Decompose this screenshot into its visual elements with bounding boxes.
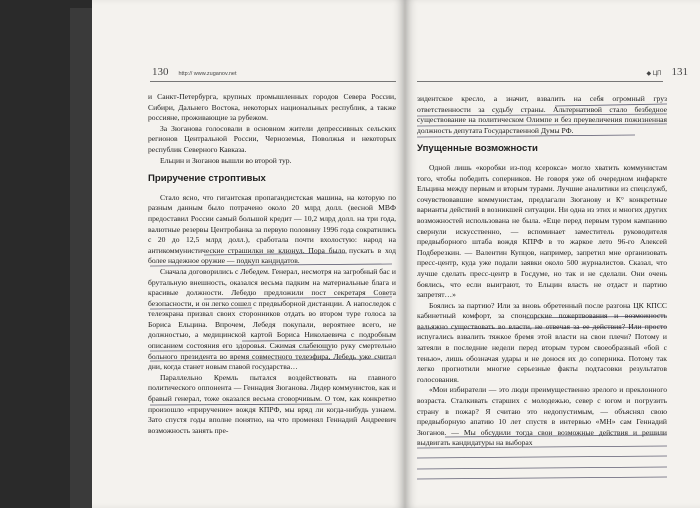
left-page [92, 0, 405, 508]
right-page [405, 0, 700, 508]
paragraph: Параллельно Кремль пытался воздействовать на главного политического оппонента — Геннадия Зюганова. Лидер коммунистов, как и бравый генерал, тоже оказался весьма сговорчивым. О том, как конкретно произошло «приручение» вождя КПРФ, мы вряд ли когда-нибудь узнаем. Зато спустя годы вполне понятно, на что променял Геннадий Андреевич возможность занять пре- [148, 372, 396, 435]
pen-underline [150, 404, 332, 405]
running-header-url: http:// www.zuganov.net [178, 71, 237, 77]
pen-underline [555, 104, 667, 106]
pen-underline [204, 253, 347, 255]
pen-underline [150, 359, 392, 361]
pen-underline [445, 435, 667, 437]
paragraph: Боялись за партию? Или за вновь обретенный после разгона ЦК КПСС кабинетный комфорт, за спонсорские пожертвования и возможность вальяжно существовать во власти, не отвечая за ее действия? Или просто испугались взвалить тяжкое бремя этой власти на свои плечи? Потому и затеяли в последние недели перед вторым туром своеобразный «бой с тенью», лишь обозначая удары и не донося их до соперника. Потому так легко прогнотили многие серьезные факты подтасовки результатов голосования. [417, 300, 667, 384]
pen-underline [150, 264, 392, 266]
pen-underline [417, 114, 667, 116]
page-number: 130 [152, 66, 169, 78]
section-heading: Приручение строптивых [148, 173, 266, 185]
paragraph: Ельцин и Зюганов вышли во второй тур. [160, 155, 292, 165]
paragraph: Сначала договорились с Лебедем. Генерал, несмотря на загробный бас и брутальную внешность, оказался весьма падким на материальные блага и красивые должности. Лебедю предложили пост секретаря Совета безопасности, и он легко сошел с предвыборной дистанции. А напоследок с телеэкрана призвал своих сторонников отдать во втором туре голоса за Бориса Ельцина. Впрочем, Лебедя покупали, вероятнее всего, не должностью, а медицинской картой Бориса Николаевича с подробным описанием состояния его здоровья. Сжимая слабеющую руку смертельно больного президента во время совместного телеэфира, Лебедь уже считал дни, когда станет новым главой государства… [148, 266, 396, 372]
pen-underline [417, 327, 667, 329]
paragraph: Одной лишь «коробки из-под ксерокса» могло хватить коммунистам того, чтобы победить соперников. Не говоря уже об очередном инфаркте Ельцина между первым и вторым турами. Лучшие аналитики из спецслужб, сочувствовавшие коммунистам, предлагали Зюганову и К° конкретные варианты действий в возникшей ситуации. Ни одна из этих и многих других возможностей использована не была. «Еще перед первым туром кампанию свернули искусственно, — вспоминает заместитель руководителя предвыборного штаба вождя КПРФ в то жаркое лето 96-го Алексей Подберезкин. — Валентин Купцов, например, запретил мне организовать пресс-центр, куда уже подали заявки около 500 журналистов. Сказал, что лучше сделать пресс-центр в Госдуме, но так и не сделали. Они очень боялись, что если выиграют, то Ельцин власть не отдаст и партию запретят…» [417, 162, 667, 300]
pen-underline [150, 308, 252, 309]
pen-underlines [92, 0, 405, 508]
paragraph: «Мои избиратели — это люди преимущественно зрелого и преклонного возраста. Сталкивать старших с молодежью, север с югом и погрузить страну в пожар? Я считаю это недопустимым, — объяснял свою предвыборную апатию 10 лет спустя в интервью «МН» сам Геннадий Зюганов. — Мы обсудили тогда свои возможные действия и решили выдвигать кандидатуры на выборах [417, 385, 667, 448]
paragraph: За Зюганова голосовали в основном жители депрессивных сельских регионов Центральной России, Черноземья, Поволжья и некоторых республик Северного Кавказа. [148, 123, 396, 154]
paragraph: зидентское кресло, а значит, взвалить на себя огромный груз ответственности за судьбу страны. Альтернативой стало безбедное существование на политическом Олимпе и без преувеличения пожизненная должность депутата Государственной Думы РФ. [417, 94, 667, 135]
pen-underline [417, 467, 667, 469]
pen-underline [417, 446, 667, 448]
pen-underline [150, 350, 332, 351]
pen-underline [525, 316, 667, 318]
pen-underline [417, 135, 635, 137]
section-heading: Упущенные возможности [417, 143, 538, 155]
pen-underline [417, 124, 667, 126]
page-number: 131 [671, 66, 688, 78]
pen-underlines [405, 0, 700, 508]
paragraph: Стало ясно, что гигантская пропагандистская машина, на которую по разным данным было потрачено около 20 млрд долл. (весной МВФ предоставил России самый большой кредит — 10,2 млрд долл. на три года, валютные резервы Центробанка за первую половину 1996 года сократились с 20 до 12,5 млрд долл.), сработала почти вхолостую: народ на антикоммунистические страшилки не клюнул. Пора было пускать в ход более надежное оружие — подкуп кандидатов. [148, 192, 396, 266]
pen-underline [242, 340, 392, 341]
pen-underline [417, 456, 667, 458]
pen-underline [204, 297, 392, 299]
pen-underline [417, 477, 667, 479]
running-header-mark: ◆ ЦП [646, 71, 662, 77]
paragraph: и Санкт-Петербурга, крупных промышленных городов Севера России, Сибири, Дальнего Востока, некоторых национальных республик, а также россияне, проживающие за рубежом. [148, 92, 396, 123]
